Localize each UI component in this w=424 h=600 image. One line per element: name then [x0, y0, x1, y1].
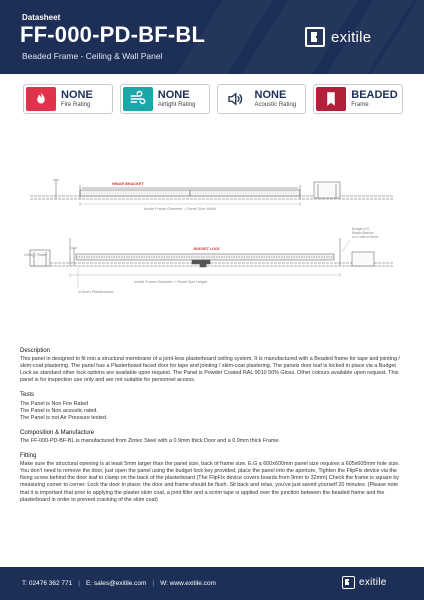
description-text: This panel in designed to fit into a structural membrane of a joint-less plasterboard ceiling system. It is manufactured with a Beaded frame for tape and jointing / skim-coat plastering. The panel has a Plasterboard faced door for tape and jointing / skim-coat plastering. The panels door leaf is locked in place via a Budget Lock as standard other lock options are available upon request. The Panel is Powder Coated RAL 9010 50% Gloss. Other colours available upon request. This panel is for inspection use only and are not suitable for personnel access.	[20, 356, 400, 384]
rating-card-frame	[313, 84, 403, 114]
footer-separator: |	[78, 580, 80, 587]
rating-card-airtight	[120, 84, 210, 114]
footer-bar	[0, 567, 424, 600]
frame-type-label: Frame	[351, 102, 369, 108]
composition-text: The FF-000-PD-BF-BL is manufactured from Zintec Steel with a 0.9mm thick Door and a 0.9mm thick Frame.	[20, 437, 280, 444]
plasterboard-bead-note: 125mm Plasterboard	[78, 290, 114, 294]
airtight-rating-label: Airtight Rating	[157, 102, 196, 108]
footer-exitile-logo[interactable]	[342, 576, 387, 589]
rating-cards	[23, 84, 403, 114]
datasheet-label: Datasheet	[22, 13, 61, 22]
exitile-logo[interactable]	[305, 27, 371, 47]
product-code: FF-000-PD-BF-BL	[20, 22, 206, 47]
logo-mark-icon	[305, 27, 325, 47]
fitting-text: Make sure the structural opening is at least 5mm larger than the panel size, back of frame size. E.G a 600x600mm panel size requires a 605x605mm hole size. You don't need to remove the door, just open the panel using the budget lock key provided, place the panel into the aperture, Tighten the FlipFix device via the fixing screw behind the door leaf to clamp on the back of the plasterboard (The FlipFix device covers boards from 9mm to 32mm) Check the frame is square by measuring corner to corner. Lock the door in place; the door and frame should be flush. Sit back and relax, you've just saved yourself 20 minutes. (Please note that it is important that prior to applying the plaster skim coat, a joint filler and a scrim tape is applied over the junction between the beaded frame and the plasterboard in order to prevent cracking of the skim coat)	[20, 461, 400, 503]
footer-logo-text: exitile	[359, 577, 387, 588]
flame-icon	[26, 87, 56, 111]
wind-icon	[123, 87, 153, 111]
ceiling-plaster-note: Ceiling / Plaster	[24, 253, 48, 257]
product-subtitle: Beaded Frame - Ceiling & Wall Panel	[22, 51, 163, 61]
test-line: The Panel is not Air Pressure tested.	[20, 414, 108, 421]
technical-drawing	[22, 160, 402, 310]
budget-lock-label: BUDGET LOCK	[194, 247, 220, 251]
acoustic-rating-value: NONE	[254, 89, 287, 101]
frame-type-value: BEADED	[351, 89, 398, 101]
airtight-rating-value: NONE	[157, 89, 190, 101]
hinge-bracket-label: HINGE BRACKET	[112, 182, 144, 186]
section-view-bottom	[30, 238, 394, 277]
fire-rating-value: NONE	[61, 89, 93, 101]
footer-separator: |	[152, 580, 155, 587]
beads-bracket-note: Budget of 8 Beads Bracket on 1 side of frame	[352, 227, 379, 239]
logo-text: exitile	[331, 28, 372, 46]
rating-card-acoustic	[217, 84, 307, 114]
rating-card-fire	[23, 84, 113, 114]
test-line: The Panel is Non acoustic rated.	[20, 407, 98, 414]
composition-heading: Composition & Manufacture	[20, 429, 95, 436]
footer-website[interactable]: W: www.exitile.com	[160, 580, 216, 587]
spec-content	[20, 348, 406, 504]
header-banner	[0, 0, 424, 74]
acoustic-rating-label: Acoustic Rating	[254, 102, 297, 108]
inside-frame-height-dimension: Inside Frame Diameter = Panel Size Height	[134, 280, 208, 284]
section-view-top	[30, 180, 394, 206]
footer-contact	[22, 580, 216, 587]
test-line: The Panel is Non Fire Rated	[20, 400, 89, 407]
footer-email[interactable]: E: sales@exitile.com	[85, 580, 147, 587]
fitting-heading: Fitting	[20, 453, 37, 460]
logo-mark-icon	[342, 576, 355, 589]
speaker-icon	[220, 87, 250, 111]
inside-frame-width-dimension: Inside Frame Diameter = Panel Size Width	[144, 207, 216, 211]
tests-heading: Tests	[20, 392, 35, 399]
fire-rating-label: Fire Rating	[61, 102, 91, 108]
description-heading: Description	[20, 348, 51, 354]
bookmark-icon	[316, 87, 346, 111]
footer-phone[interactable]: T: 02476 362 771	[22, 580, 73, 587]
